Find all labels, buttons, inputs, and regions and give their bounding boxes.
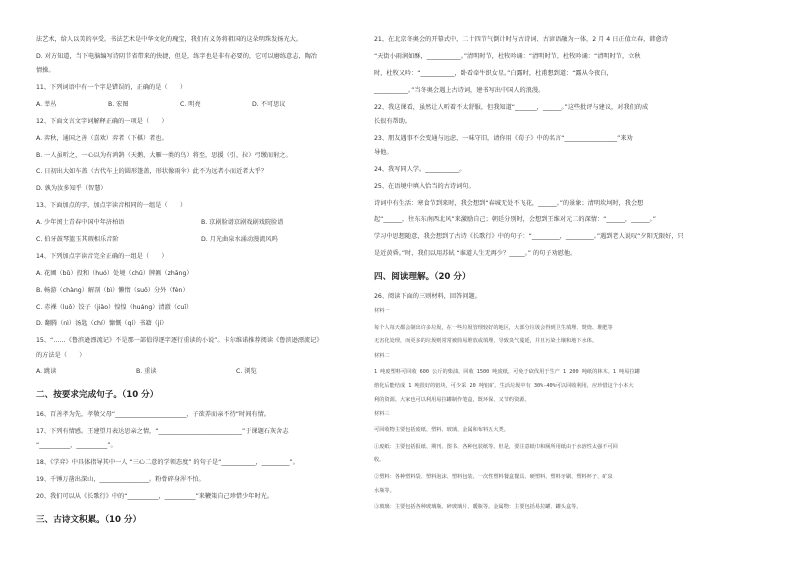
text-line: 学习中思想随意，我会想到了古诗《长歌行》中的句子：“_________，_________。”遇到老人说叹“夕阳无限好，只 — [374, 233, 684, 241]
text-line: D. 对方知道，当下电脑编写诗阴节省带来的快捷，但是，练字也是非有必要的，它可以磨练意志，陶冶 — [36, 52, 317, 60]
text-line: 是近黄昏。”时，我们以用苏轼 “谁道人生无再少？_____。” 的句子劝慰他。 — [374, 250, 577, 258]
question-14-stem: 14、下列加点字读音完全正确的一组是（ ） — [36, 252, 168, 260]
text-line: 情操。 — [36, 67, 55, 75]
question-17-cont: “__________，__________”。 — [36, 442, 117, 450]
option: C. 明亮 — [180, 100, 201, 108]
question-26: 26、阅读下面的三则材料，回答问题。 — [374, 293, 481, 301]
question-23: 23、朋友遇事不会变通与远虑，一味守旧，请你用《荀子》中的名言“_________________”来劝 — [374, 134, 633, 142]
question-13-stem: 13、下面加点的字，加点字读音相同的一组是（ ） — [36, 202, 187, 210]
text-line: 时，杜牧又吟：“___________，卧看牵牛织女星。”白露时，杜甫想到道：“露从今夜白， — [374, 69, 613, 77]
question-15-stem: 15、“……《鲁滨逊漂流记》不是那一部值得逐字逐行重读的小说”。卡尔维诺推荐阅读《鲁滨逊漂流记》 — [36, 337, 323, 345]
question-13-options-row — [36, 219, 386, 227]
text-line: “天街小雨润如酥，___________。”清明时节，杜牧吟诵：“清明时节，杜牧吟诵：“清明时节，立秋 — [374, 52, 641, 60]
material-2-line: 熔化后能结成 1 吨很好的铝块，可少采 20 吨铝矿。生活垃圾中有 30%-40%可以回收利用，应珍惜这个小本大 — [374, 382, 634, 389]
option: D. 月光曲泉水涌动漫流风呜 — [201, 235, 278, 243]
option: B. 一人虽听之，一心以为有鸿鹄（天鹅、大雁一类的鸟）将至，思援（引，拉）弓缴而射之。 — [36, 151, 292, 159]
question-21: 21、在北京冬奥会的开幕式中，二十四节气倒计时与古诗词、古谚语融为一体，2 月 4 日正值立春，韩愈诗 — [374, 36, 668, 43]
material-3-title: 材料三 — [374, 411, 390, 418]
material-2-line: 利的资源。大家也可以利用易拉罐制作笔盒，既环保，又节约资源。 — [374, 396, 530, 403]
question-19: 19、千锤万凿出深山，________________。粉骨碎身浑不怕。 — [36, 476, 205, 484]
material-3-line: ②塑料：各种塑料袋、塑料泡沫、塑料包装、一次性塑料餐盒餐具、硬塑料、塑料牙刷、塑料杯子、矿泉 — [374, 473, 613, 480]
material-1-title: 材料一 — [374, 308, 390, 315]
option: C. 伯牙鼓琴篮玉其瑕相乐音阶 — [36, 235, 119, 243]
section-2-heading: 二、按要求完成句子。（10 分） — [36, 390, 159, 401]
material-3-line: ①废纸：主要包括报纸、期刊、图书、各种包装纸等。但是，要注意纸巾和厕所用纸由于水溶性太强不可回 — [374, 443, 618, 450]
option: A. 弈秋，通国之善（喜欢）弈者（下棋）者也。 — [36, 134, 168, 142]
option: B. 京剧脸谱京剧戏剧戏院脸谱 — [201, 219, 284, 227]
question-17: 17、下列有情感。王建望月表达思亲之情，“___________________________”于课题石灰舍志 — [36, 428, 289, 436]
option: D. 不可思议 — [252, 100, 286, 108]
option: B. 畅游（chàng）解剖（bì）懒惰（suǒ）分外（fèn） — [36, 286, 189, 294]
material-3-line: 收。 — [374, 457, 385, 464]
option: A. 莘丛 — [36, 100, 57, 108]
question-16: 16、百善孝为先，孝敬父母“_______________________，子欲养而亲不待”时间有情。 — [36, 411, 270, 419]
option: A. 跳读 — [36, 368, 57, 376]
question-20: 20、我们可以从《长歌行》中的“__________，__________”来鞭策自己珍惜少年时光。 — [36, 493, 274, 501]
option: D. 翻腾（nì）汤匙（chí）慷慨（qí）书籍（jí） — [36, 320, 168, 328]
text-line: 诗词中有生活：寒食节到来时，我会想到“春城无处不飞花，______。”的景象；清明坎坷时，我会想 — [374, 199, 644, 207]
option: B. 宏图 — [108, 100, 129, 108]
section-4-heading: 四、阅读理解。（20 分） — [374, 272, 471, 283]
option: C. 浏览 — [236, 368, 257, 376]
text-line: 起“______，往东东南西北风”来激励自己；朝廷分别时，会想到王维对元二的深情：“______，______。” — [374, 216, 656, 224]
option: D. 孰为汝多知乎（智慧） — [36, 185, 107, 193]
material-2-line: 1 吨废塑料可回收 600 公斤的柴油。回收 1500 吨废纸，可免于砍伐用于生产 1 200 吨纸的林木。1 吨易拉罐 — [374, 369, 640, 376]
question-15-stem-cont: 的方法是（ ） — [36, 351, 86, 359]
material-1-line: 每个人每天都会制出许多垃圾，在一些垃圾管理较好的地区，大部分垃圾会得到卫生填埋、焚烧、堆肥等 — [374, 324, 613, 331]
material-3-line: ③玻璃：主要包括各种玻璃瓶、碎玻璃片、暖瓶等。金属物：主要包括易拉罐、罐头盒等。 — [374, 503, 582, 510]
option: A. 花圃（bǔ）投和（huó）处境（chǔ）牌匾（zhāng） — [36, 269, 193, 277]
option: B. 重读 — [136, 368, 157, 376]
right-column — [374, 36, 724, 511]
section-3-heading: 三、古诗文积累。（10 分） — [36, 515, 142, 526]
question-18: 18、《学弈》中具体指导其中一人 “三心二意的学领态度” 的句子是“___________，_________”。 — [36, 459, 299, 467]
material-1-line: 无害化处理，而更多的垃圾则常常被简易堆放或填埋，导致臭气蔓延，并且污染土壤和地下水体。 — [374, 338, 598, 345]
question-24: 24、我写同人学。___________。 — [374, 165, 466, 173]
question-12-stem: 12、下面文言文字词解释正确的一项是（ ） — [36, 117, 168, 125]
question-11-options — [36, 101, 386, 109]
text-line: 法艺术，给人以美的享受。书法艺术是中华文化的瑰宝，我们有义务将祖国的这朵明珠发扬光大。 — [36, 36, 303, 43]
material-3-line: 水瓶等。 — [374, 487, 395, 494]
question-13-options-row — [36, 236, 386, 244]
option: A. 少年闰土青春中国中年济柏语 — [36, 219, 125, 227]
text-line: ___________。”当冬奥会遇上古诗词，建书写出中国人的浪漫。 — [374, 86, 545, 94]
material-2-title: 材料二 — [374, 352, 390, 359]
option: C. 日初出大如车盖（古代车上的圆形篷盖，形状像雨伞）此不为远者小而近者大乎？ — [36, 168, 268, 176]
left-column — [36, 36, 386, 536]
option: C. 赤裸（luǒ）饺子（jiǎo）惶惶（huáng）清澈（cuī） — [36, 303, 193, 311]
question-22: 22、我这课看，虽然让人听着不太舒服，但我知道“_______，______。”这些批评与建议，对我们的成 — [374, 103, 649, 111]
text-line: 导他。 — [374, 148, 393, 156]
question-15-options — [36, 368, 386, 376]
question-25: 25、在语境中填入恰当的古诗词句。 — [374, 182, 475, 190]
question-11-stem: 11、下列词语中有一个字是错误的，正确的是（ ） — [36, 83, 187, 91]
text-line: 长很有帮助。 — [374, 117, 412, 125]
material-3-line: 可回收物主要包括废纸、塑料、玻璃、金属和布料五大类。 — [374, 427, 509, 434]
